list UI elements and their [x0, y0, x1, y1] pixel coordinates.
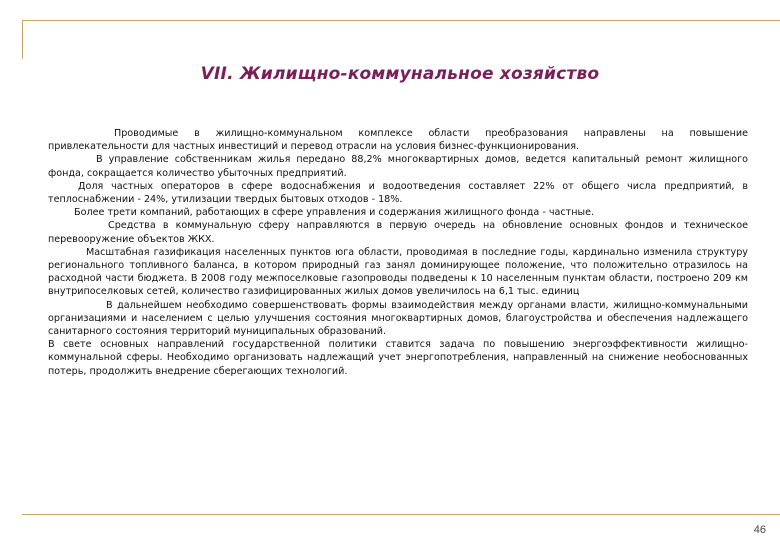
paragraph-energy-efficiency: В свете основных направлений государственной политики ставится задача по повышению энергоэффективности жилищно-коммунальной сферы. Необходимо организовать надлежащий учет энергопотребления, направленный на снижение необоснованных потерь, продолжить внедрение сберегающих технологий. [48, 339, 748, 377]
paragraph-private-companies: Более трети компаний, работающих в сфере управления и содержания жилищного фонда - частные. [74, 207, 595, 219]
paragraph-housing-management: В управление собственникам жилья передано 88,2% многоквартирных домов, ведется капитальный ремонт жилищного фонда, сокращается количество убыточных предприятий. [48, 154, 748, 179]
page-number: 46 [753, 524, 766, 536]
slide-body [48, 127, 748, 378]
frame-top-rule [22, 20, 780, 21]
paragraph-cooperation: В дальнейшем необходимо совершенствовать формы взаимодействия между органами власти, жилищно-коммунальными организациями и населением с целью улучшения состояния многоквартирных домов, благоустройства и обеспечения надлежащего санитарного состояния территорий муниципальных образований. [48, 299, 748, 338]
slide-title: VII. Жилищно-коммунальное хозяйство [200, 64, 600, 84]
paragraph-reforms: Проводимые в жилищно-коммунальном комплексе области преобразования направлены на повышение привлекательности для частных инвестиций и перевод отрасли на условия бизнес-функционирования. [48, 128, 748, 153]
frame-left-rule [22, 20, 23, 59]
paragraph-private-operators: Доля частных операторов в сфере водоснабжения и водоотведения составляет 22% от общего числа предприятий, в теплоснабжении - 24%, утилизации твердых бытовых отходов - 18%. [48, 180, 748, 206]
paragraph-funding: Средства в коммунальную сферу направляются в первую очередь на обновление основных фондов и техническое перевооружение объектов ЖКХ. [48, 220, 748, 245]
frame-bottom-rule [22, 514, 780, 515]
paragraph-gasification: Масштабная газификация населенных пунктов юга области, проводимая в последние годы, кардинально изменила структуру регионального топливного баланса, в котором природный газ занял доминирующее положение, что положительно отразилось на расходной части бюджета. В 2008 году межпоселковые газопроводы подведены к 10 населенным пунктам области, построено 209 км внутрипоселковых сетей, количество газифицированных жилых домов увеличилось на 6,1 тыс. единиц [48, 246, 748, 298]
